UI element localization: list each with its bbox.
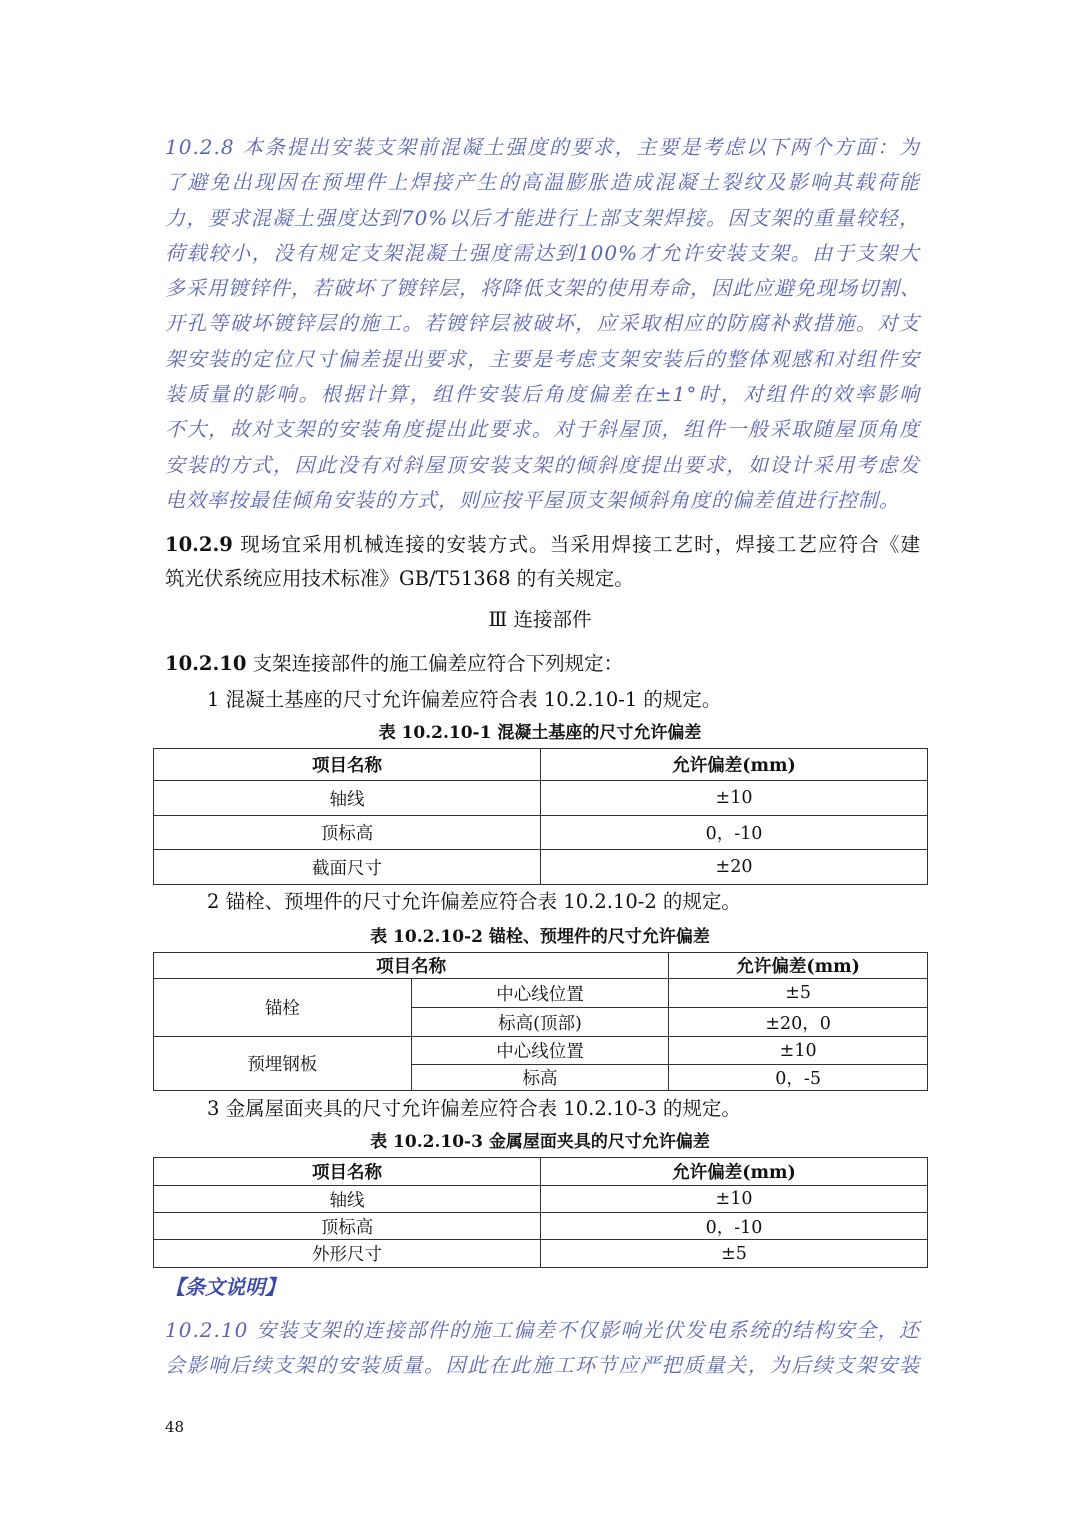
clause-10-2-10-explanation [165,1313,920,1384]
text-line: 10.2.10 安装支架的连接部件的施工偏差不仅影响光伏发电系统的结构安全，还 [165,1318,920,1342]
section-title: Ⅲ 连接部件 [488,608,592,631]
table-row [154,1240,928,1268]
cell: 中心线位置 [411,979,669,1008]
item-1: 1 混凝土基座的尺寸允许偏差应符合表 10.2.10-1 的规定。 [207,688,722,711]
text-line: 安装的方式，因此没有对斜屋顶安装支架的倾斜度提出要求，如设计采用考虑发 [165,452,920,477]
table-row [154,816,928,850]
cell: 标高(顶部) [411,1008,669,1037]
text-line: 10.2.8 本条提出安装支架前混凝土强度的要求，主要是考虑以下两个方面：为 [165,135,920,159]
table-row [154,1186,928,1213]
clause-10-2-9 [165,528,920,596]
cell: ±20，0 [669,1008,928,1037]
cell: 顶标高 [154,1213,541,1240]
clause-10-2-10 [165,648,623,676]
text-line: 力，要求混凝土强度达到70%以后才能进行上部支架焊接。因支架的重量较轻， [165,205,920,230]
group-cell: 预埋钢板 [154,1037,412,1091]
page-number: 48 [165,1418,185,1436]
table-row [154,1213,928,1240]
text-line: 架安装的定位尺寸偏差提出要求，主要是考虑支架安装后的整体观感和对组件安 [165,346,920,371]
table-row [154,781,928,816]
cell: 中心线位置 [411,1037,669,1065]
table-row [154,979,928,1008]
cell: 0，-10 [541,816,928,850]
cell: ±10 [669,1037,928,1065]
item-2: 2 锚栓、预埋件的尺寸允许偏差应符合表 10.2.10-2 的规定。 [207,890,741,913]
text-line: 了避免出现因在预埋件上焊接产生的高温膨胀造成混凝土裂纹及影响其载荷能 [165,170,920,195]
metal-roof-clamp-tolerance-table [153,1157,928,1268]
cell: ±10 [541,781,928,816]
table-caption: 表 10.2.10-2 锚栓、预埋件的尺寸允许偏差 [370,927,710,947]
cell: 截面尺寸 [154,850,541,885]
table-row [154,850,928,885]
text-line: 多采用镀锌件，若破坏了镀锌层，将降低支架的使用寿命，因此应避免现场切割、 [165,276,921,301]
column-header: 允许偏差(mm) [541,749,928,781]
cell: ±5 [669,979,928,1008]
cell: 顶标高 [154,816,541,850]
cell: ±20 [541,850,928,885]
clause-text: 支架连接部件的施工偏差应符合下列规定： [252,652,624,675]
column-header: 项目名称 [154,749,541,781]
text-line: 电效率按最佳倾角安装的方式，则应按平屋顶支架倾斜角度的偏差值进行控制。 [165,487,900,512]
clause-text: 筑光伏系统应用技术标准》GB/T51368 的有关规定。 [165,567,634,590]
text-line: 不大，故对支架的安装角度提出此要求。对于斜屋顶，组件一般采取随屋顶角度 [165,417,920,442]
clause-number: 10.2.9 [165,533,233,556]
item-3: 3 金属屋面夹具的尺寸允许偏差应符合表 10.2.10-3 的规定。 [207,1097,741,1120]
explanation-heading: 【条文说明】 [165,1275,285,1299]
concrete-base-tolerance-table [153,748,928,885]
column-header: 项目名称 [154,1158,541,1186]
column-header: 允许偏差(mm) [669,953,928,979]
cell: ±5 [541,1240,928,1268]
text-line: 会影响后续支架的安装质量。因此在此施工环节应严把质量关，为后续支架安装 [165,1353,920,1378]
cell: 外形尺寸 [154,1240,541,1268]
anchor-embedded-tolerance-table [153,952,928,1091]
column-header: 项目名称 [154,953,669,979]
cell: ±10 [541,1186,928,1213]
text-line: 荷载较小，没有规定支架混凝土强度需达到100%才允许安装支架。由于支架大 [165,240,920,265]
table-row [154,1037,928,1065]
clause-10-2-8-explanation [165,130,920,518]
cell: 0，-10 [541,1213,928,1240]
cell: 0，-5 [669,1065,928,1091]
table-caption: 表 10.2.10-3 金属屋面夹具的尺寸允许偏差 [370,1132,710,1152]
table-caption: 表 10.2.10-1 混凝土基座的尺寸允许偏差 [378,723,702,743]
column-header: 允许偏差(mm) [541,1158,928,1186]
cell: 轴线 [154,1186,541,1213]
cell: 轴线 [154,781,541,816]
text-line: 开孔等破坏镀锌层的施工。若镀锌层被破坏，应采取相应的防腐补救措施。对支 [165,311,920,336]
group-cell: 锚栓 [154,979,412,1037]
text-line: 装质量的影响。根据计算，组件安装后角度偏差在±1°时，对组件的效率影响 [165,382,920,407]
cell: 标高 [411,1065,669,1091]
clause-number: 10.2.10 [165,652,247,675]
clause-text: 现场宜采用机械连接的安装方式。当采用焊接工艺时，焊接工艺应符合《建 [240,533,920,556]
